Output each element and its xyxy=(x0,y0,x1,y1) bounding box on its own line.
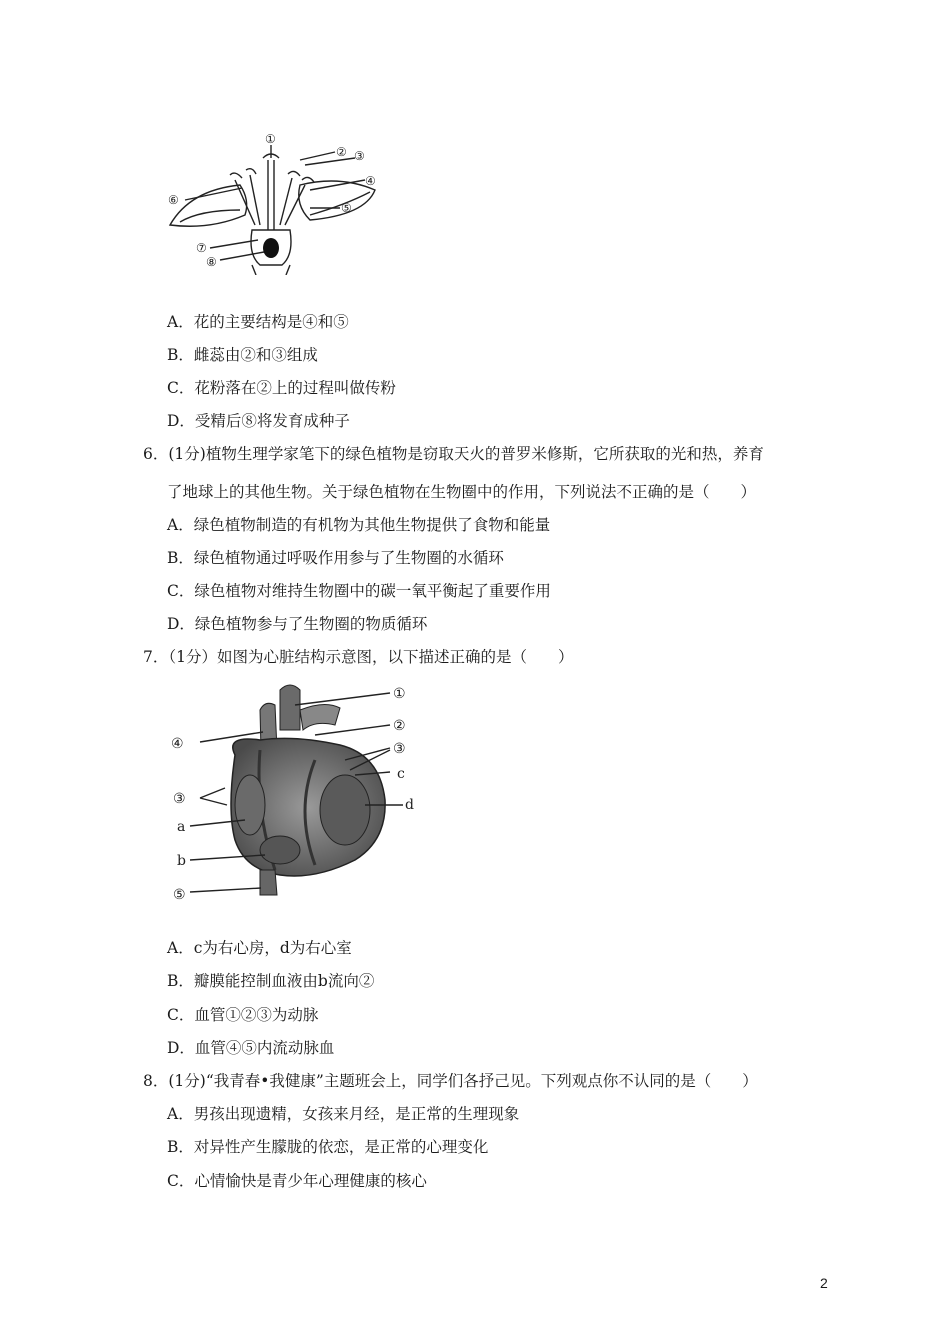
q5-option-a: A．花的主要结构是④和⑤ xyxy=(167,313,349,331)
heart-label-3-left: ③ xyxy=(173,791,186,807)
q8-stem: 8．(1分)“我青春•我健康”主题班会上，同学们各抒己见。下列观点你不认同的是（ ） xyxy=(143,1072,758,1090)
heart-label-b: b xyxy=(177,853,186,869)
q8-option-c: C．心情愉快是青少年心理健康的核心 xyxy=(167,1172,427,1190)
q5-option-c: C．花粉落在②上的过程叫做传粉 xyxy=(167,379,396,397)
q8-option-a: A．男孩出现遗精，女孩来月经，是正常的生理现象 xyxy=(167,1105,520,1123)
flower-label-2: ② xyxy=(336,145,347,159)
q5-option-b: B．雌蕊由②和③组成 xyxy=(167,346,318,364)
flower-label-5: ⑤ xyxy=(341,201,352,215)
flower-label-4: ④ xyxy=(365,174,376,188)
q7-option-c: C．血管①②③为动脉 xyxy=(167,1006,319,1024)
q7-option-d: D．血管④⑤内流动脉血 xyxy=(167,1039,335,1057)
q7-stem: 7．（1分）如图为心脏结构示意图，以下描述正确的是（ ） xyxy=(143,648,574,666)
heart-label-c: c xyxy=(397,766,405,782)
q7-option-b: B．瓣膜能控制血液由b流向② xyxy=(167,972,375,990)
heart-label-4: ④ xyxy=(171,736,184,752)
heart-label-5: ⑤ xyxy=(173,887,186,903)
heart-structure-diagram xyxy=(165,680,425,905)
heart-label-1: ① xyxy=(393,686,406,702)
q6-option-c: C．绿色植物对维持生物圈中的碳一氧平衡起了重要作用 xyxy=(167,582,551,600)
q5-option-d: D．受精后⑧将发育成种子 xyxy=(167,412,350,430)
flower-label-8: ⑧ xyxy=(206,255,217,269)
heart-label-a: a xyxy=(177,819,186,835)
heart-label-d: d xyxy=(405,797,414,813)
heart-label-3-right: ③ xyxy=(393,741,406,757)
q6-stem-line2: 了地球上的其他生物。关于绿色植物在生物圈中的作用，下列说法不正确的是（ ） xyxy=(167,483,757,501)
q6-option-a: A．绿色植物制造的有机物为其他生物提供了食物和能量 xyxy=(167,516,551,534)
flower-label-7: ⑦ xyxy=(196,241,207,255)
q6-stem-line1: 6．(1分)植物生理学家笔下的绿色植物是窃取天火的普罗米修斯，它所获取的光和热，养育 xyxy=(143,445,764,463)
page-number: 2 xyxy=(820,1275,828,1291)
q7-option-a: A．c为右心房，d为右心室 xyxy=(167,939,352,957)
q6-option-b: B．绿色植物通过呼吸作用参与了生物圈的水循环 xyxy=(167,549,504,567)
flower-structure-diagram xyxy=(160,130,390,275)
flower-label-6: ⑥ xyxy=(168,193,179,207)
q8-option-b: B．对异性产生朦胧的依恋，是正常的心理变化 xyxy=(167,1138,489,1156)
flower-label-3: ③ xyxy=(354,149,365,163)
heart-label-2: ② xyxy=(393,718,406,734)
q6-option-d: D．绿色植物参与了生物圈的物质循环 xyxy=(167,615,428,633)
flower-label-1: ① xyxy=(265,132,276,146)
